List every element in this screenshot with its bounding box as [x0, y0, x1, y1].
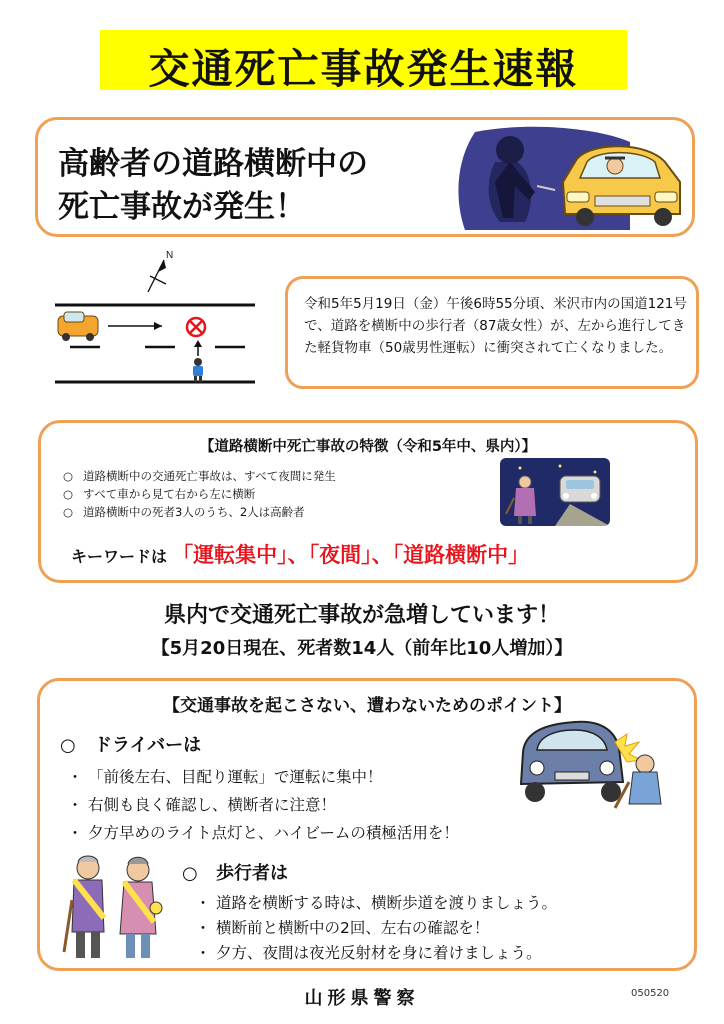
driver-point [62, 765, 383, 787]
keyword-words: 「運転集中」、「夜間」、「道路横断中」 [172, 543, 530, 567]
page-title: 交通死亡事故発生速報 [148, 45, 579, 93]
pedestrian-mark: ○ [182, 863, 198, 884]
driver-point-text: 「前後左右、目配り運転」で運転に集中！ [88, 768, 383, 786]
elderly-pedestrians-illustration [62, 852, 167, 962]
north-label: N [166, 250, 174, 261]
driver-point [62, 793, 336, 815]
collision-icon [187, 318, 205, 336]
features-title: 【道路横断中死亡事故の特徴（令和5年中、県内）】 [199, 439, 537, 455]
driver-point [62, 821, 459, 843]
document-code: 050520 [631, 988, 670, 999]
footer-issuer: 山形県警察 [304, 988, 420, 1009]
points-title: 【交通事故を起こさない、遭わないためのポイント】 [163, 696, 571, 716]
night-car-illustration [500, 458, 610, 526]
night-crossing-illustration [455, 122, 685, 230]
surge-detail: 【5月20日現在、死者数14人（前年比10人増加）】 [151, 638, 573, 659]
accident-road-diagram [50, 290, 260, 390]
driver-point-text: 右側も良く確認し、横断者に注意！ [88, 796, 337, 814]
headline-line-1: 高齢者の道路横断中の [58, 146, 368, 182]
surge-headline: 県内で交通死亡事故が急増しています！ [163, 603, 560, 628]
pedestrian-point-bullet: ・ [195, 919, 211, 937]
pedestrian-point [190, 916, 489, 938]
driver-heading-text: ドライバーは [94, 735, 202, 756]
pedestrian-icon [193, 358, 203, 382]
feature-mark: ○ [63, 505, 74, 519]
driver-point-bullet: ・ [67, 796, 83, 814]
driver-mark: ○ [60, 735, 76, 756]
headline-line-2: 死亡事故が発生！ [58, 189, 306, 225]
feature-mark: ○ [63, 469, 74, 483]
car-icon [58, 312, 98, 341]
feature-text: 道路横断中の交通死亡事故は、すべて夜間に発生 [83, 469, 336, 483]
pedestrian-point [190, 941, 542, 963]
feature-item [63, 468, 336, 484]
feature-text: 道路横断中の死者3人のうち、2人は高齢者 [83, 505, 305, 519]
pedestrian-point [190, 891, 557, 913]
north-arrow-icon [140, 246, 180, 296]
feature-item [63, 504, 305, 520]
pedestrian-heading-text: 歩行者は [216, 863, 288, 884]
pedestrian-point-text: 夕方、夜間は夜光反射材を身に着けましょう。 [216, 944, 542, 962]
feature-item [63, 486, 255, 502]
pedestrian-point-bullet: ・ [195, 894, 211, 912]
driver-point-text: 夕方早めのライト点灯と、ハイビームの積極活用を！ [88, 824, 459, 842]
driver-point-bullet: ・ [67, 824, 83, 842]
keyword-label: キーワードは [71, 547, 168, 566]
feature-text: すべて車から見て右から左に横断 [83, 487, 256, 501]
driver-point-bullet: ・ [67, 768, 83, 786]
feature-mark: ○ [63, 487, 74, 501]
incident-box [285, 276, 699, 389]
driver-heading [60, 731, 201, 757]
incident-text: 令和5年5月19日（金）午後6時55分頃、米沢市内の国道121号で、道路を横断中の歩行者（87歳女性）が、左から進行してきた軽貨物車（50歳男性運転）に衝突されて亡くなりました。 [304, 296, 687, 356]
pedestrian-point-text: 道路を横断する時は、横断歩道を渡りましょう。 [216, 894, 558, 912]
keyword-line [71, 539, 529, 569]
title-band [100, 30, 627, 93]
pedestrian-heading [182, 859, 288, 885]
car-accident-illustration [515, 712, 665, 812]
pedestrian-point-text: 横断前と横断中の2回、左右の確認を！ [216, 919, 490, 937]
pedestrian-point-bullet: ・ [195, 944, 211, 962]
